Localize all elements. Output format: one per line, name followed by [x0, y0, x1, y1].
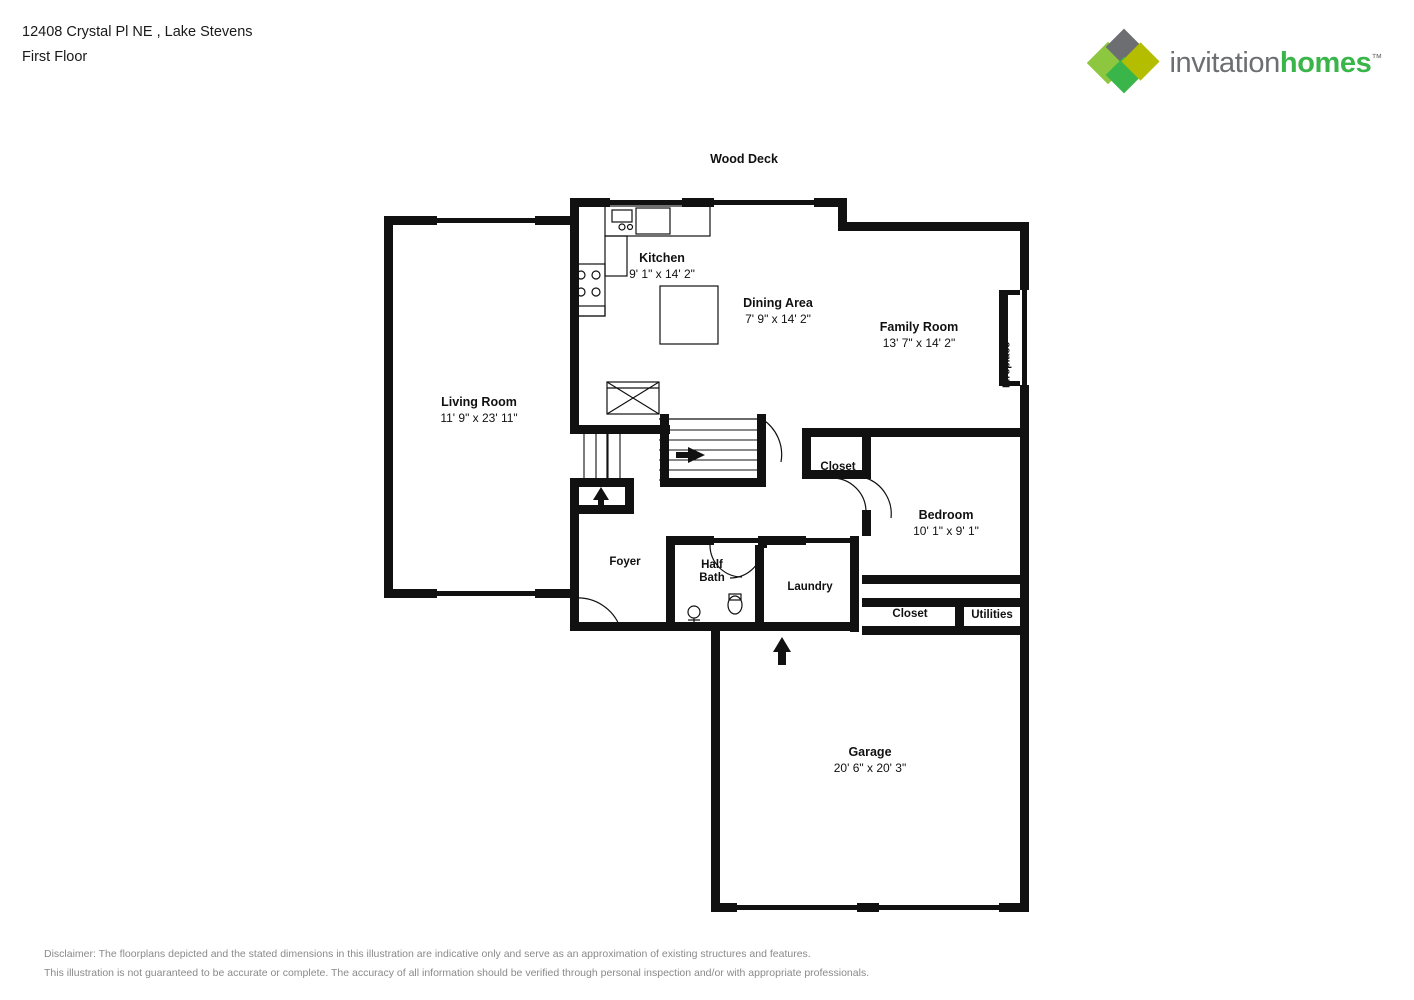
- room-label-laundry: [787, 580, 832, 594]
- room-name: Laundry: [787, 581, 833, 593]
- room-dimensions: 13' 7" x 14' 2": [882, 335, 956, 350]
- room-name-half: Half: [701, 559, 723, 571]
- room-label-bedroom: [913, 508, 979, 539]
- room-dimensions: 7' 9" x 14' 2": [745, 311, 811, 326]
- room-name: Living Room: [441, 395, 517, 409]
- logo-word-invitation: invitation: [1169, 46, 1280, 79]
- room-label-kitchen: [629, 251, 695, 282]
- room-name: Bedroom: [918, 508, 974, 522]
- room-label-foyer: [609, 555, 640, 569]
- logo-trademark: ™: [1371, 51, 1382, 64]
- room-label-dining-area: [743, 296, 813, 327]
- room-name: Dining Area: [743, 296, 813, 310]
- room-label-living-room: [440, 395, 517, 426]
- room-name: Utilities: [971, 609, 1013, 621]
- room-label-half-bath: [699, 559, 725, 585]
- room-dimensions: 20' 6" x 20' 3": [833, 760, 907, 775]
- room-name: Family Room: [879, 320, 959, 334]
- room-label-closet-hall: [892, 607, 927, 621]
- room-label-garage: [834, 745, 906, 776]
- room-label-closet-bedroom: [820, 460, 855, 474]
- room-dimensions: 9' 1" x 14' 2": [629, 266, 695, 281]
- room-label-wood-deck: [710, 152, 778, 168]
- room-name: Fireplace: [1000, 341, 1013, 389]
- room-name: Closet: [820, 461, 856, 473]
- room-label-utilities: [971, 608, 1013, 622]
- property-address: 12408 Crystal Pl NE , Lake Stevens: [22, 24, 253, 40]
- room-name: Garage: [848, 745, 892, 759]
- room-name: Wood Deck: [710, 152, 778, 166]
- room-name: Foyer: [609, 556, 641, 568]
- disclaimer-line-2: This illustration is not guaranteed to be accurate or complete. The accuracy of all information should be verified through personal inspection and/or with appropriate professionals.: [44, 966, 870, 979]
- room-label-family-room: [880, 320, 959, 351]
- room-name: Kitchen: [639, 251, 685, 265]
- room-dimensions: 10' 1" x 9' 1": [913, 523, 979, 538]
- disclaimer-line-1: Disclaimer: The floorplans depicted and the stated dimensions in this illustration are indicative only and serve as an approximation of existing structures and features.: [44, 948, 811, 961]
- room-name-bath: Bath: [699, 572, 725, 585]
- logo-word-homes: homes: [1279, 46, 1372, 79]
- floor-label: First Floor: [22, 49, 88, 66]
- room-label-fireplace: [1000, 342, 1013, 388]
- room-dimensions: 11' 9" x 23' 11": [440, 410, 518, 425]
- disclaimer: [44, 945, 869, 982]
- room-name: Closet: [892, 608, 928, 620]
